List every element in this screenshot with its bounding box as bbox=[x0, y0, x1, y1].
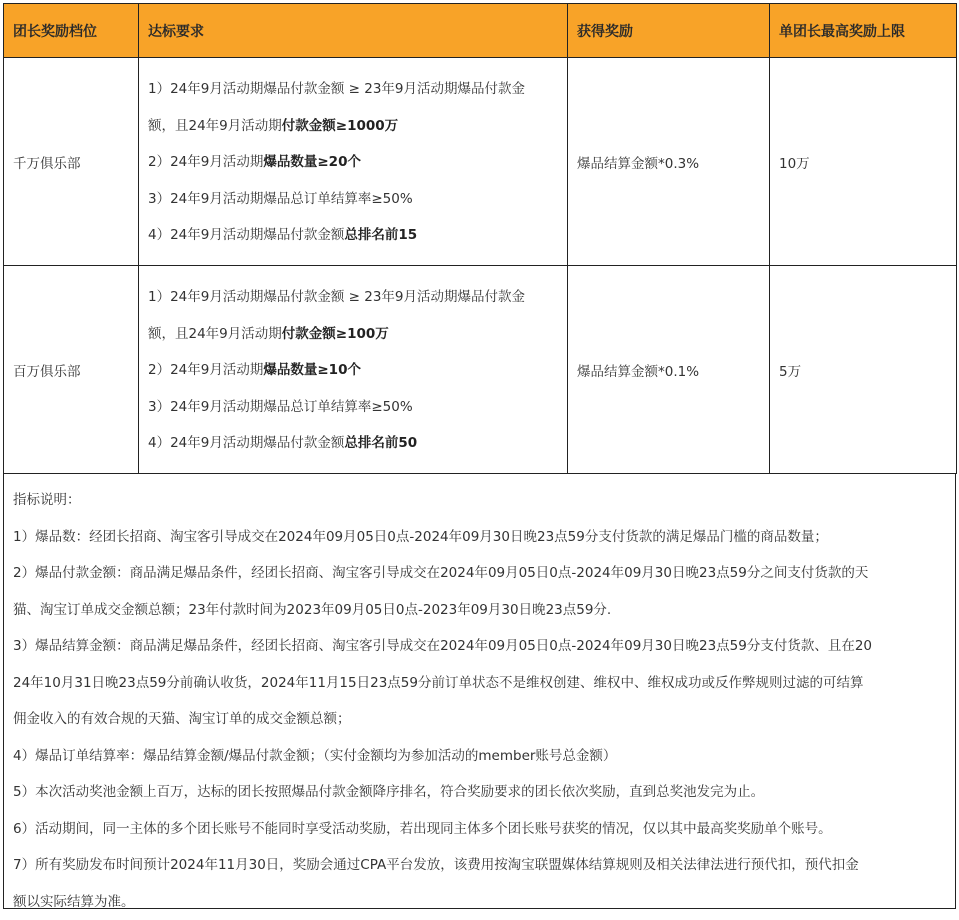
requirement-bold: 总排名前15 bbox=[344, 227, 417, 243]
requirement-text: 4）24年9月活动期爆品付款金额 bbox=[148, 435, 344, 451]
note-item: 5）本次活动奖池金额上百万，达标的团长按照爆品付款金额降序排名，符合奖励要求的团长依次奖励，直到总奖池发完为止。 bbox=[13, 774, 945, 811]
header-requirements: 达标要求 bbox=[139, 4, 568, 58]
table-header-row bbox=[4, 4, 957, 58]
requirement-line: 1）24年9月活动期爆品付款金额 ≥ 23年9月活动期爆品付款金 bbox=[148, 71, 559, 108]
requirement-text: 4）24年9月活动期爆品付款金额 bbox=[148, 227, 344, 243]
reward-cell: 爆品结算金额*0.3% bbox=[568, 58, 770, 266]
requirement-text: 额，且24年9月活动期 bbox=[148, 326, 282, 342]
header-tier: 团长奖励档位 bbox=[4, 4, 139, 58]
reward-rules-document bbox=[3, 3, 956, 909]
requirements-cell bbox=[139, 266, 568, 474]
notes-title: 指标说明： bbox=[13, 482, 945, 519]
requirement-line bbox=[148, 425, 559, 462]
reward-cell: 爆品结算金额*0.1% bbox=[568, 266, 770, 474]
requirement-line bbox=[148, 144, 559, 181]
requirement-line bbox=[148, 217, 559, 254]
requirement-bold: 付款金额≥100万 bbox=[282, 326, 389, 342]
note-item: 7）所有奖励发布时间预计2024年11月30日，奖励会通过CPA平台发放，该费用按淘宝联盟媒体结算规则及相关法律法进行预代扣，预代扣金 bbox=[13, 847, 945, 884]
requirement-line: 1）24年9月活动期爆品付款金额 ≥ 23年9月活动期爆品付款金 bbox=[148, 279, 559, 316]
table-row bbox=[4, 58, 957, 266]
table-row bbox=[4, 266, 957, 474]
header-max-cap: 单团长最高奖励上限 bbox=[770, 4, 957, 58]
note-item: 3）爆品结算金额：商品满足爆品条件，经团长招商、淘宝客引导成交在2024年09月05日0点-2024年09月30日晚23点59分支付货款、且在20 bbox=[13, 628, 945, 665]
requirement-line bbox=[148, 352, 559, 389]
note-item-continued: 猫、淘宝订单成交金额总额；23年付款时间为2023年09月05日0点-2023年09月30日晚23点59分. bbox=[13, 592, 945, 629]
note-item-continued: 佣金收入的有效合规的天猫、淘宝订单的成交金额总额； bbox=[13, 701, 945, 738]
requirement-line bbox=[148, 316, 559, 353]
note-item: 1）爆品数：经团长招商、淘宝客引导成交在2024年09月05日0点-2024年09月30日晚23点59分支付货款的满足爆品门槛的商品数量； bbox=[13, 519, 945, 556]
note-item-continued: 额以实际结算为准。 bbox=[13, 884, 945, 920]
requirement-line: 3）24年9月活动期爆品总订单结算率≥50% bbox=[148, 181, 559, 218]
cap-cell: 10万 bbox=[770, 58, 957, 266]
requirement-line: 3）24年9月活动期爆品总订单结算率≥50% bbox=[148, 389, 559, 426]
requirement-text: 2）24年9月活动期 bbox=[148, 362, 263, 378]
requirement-bold: 爆品数量≥20个 bbox=[263, 154, 361, 170]
requirement-text: 额，且24年9月活动期 bbox=[148, 118, 282, 134]
requirements-cell bbox=[139, 58, 568, 266]
note-item-continued: 24年10月31日晚23点59分前确认收货，2024年11月15日23点59分前订单状态不是维权创建、维权中、维权成功或反作弊规则过滤的可结算 bbox=[13, 665, 945, 702]
requirement-line bbox=[148, 108, 559, 145]
requirement-text: 2）24年9月活动期 bbox=[148, 154, 263, 170]
metric-notes bbox=[3, 474, 956, 909]
requirement-bold: 付款金额≥1000万 bbox=[282, 118, 398, 134]
tier-name: 百万俱乐部 bbox=[4, 266, 139, 474]
header-reward: 获得奖励 bbox=[568, 4, 770, 58]
reward-tier-table bbox=[3, 3, 957, 474]
cap-cell: 5万 bbox=[770, 266, 957, 474]
tier-name: 千万俱乐部 bbox=[4, 58, 139, 266]
requirement-bold: 总排名前50 bbox=[344, 435, 417, 451]
note-item: 2）爆品付款金额：商品满足爆品条件，经团长招商、淘宝客引导成交在2024年09月05日0点-2024年09月30日晚23点59分之间支付货款的天 bbox=[13, 555, 945, 592]
requirement-bold: 爆品数量≥10个 bbox=[263, 362, 361, 378]
note-item: 6）活动期间，同一主体的多个团长账号不能同时享受活动奖励，若出现同主体多个团长账号获奖的情况，仅以其中最高奖奖励单个账号。 bbox=[13, 811, 945, 848]
note-item: 4）爆品订单结算率：爆品结算金额/爆品付款金额；（实付金额均为参加活动的member账号总金额） bbox=[13, 738, 945, 775]
